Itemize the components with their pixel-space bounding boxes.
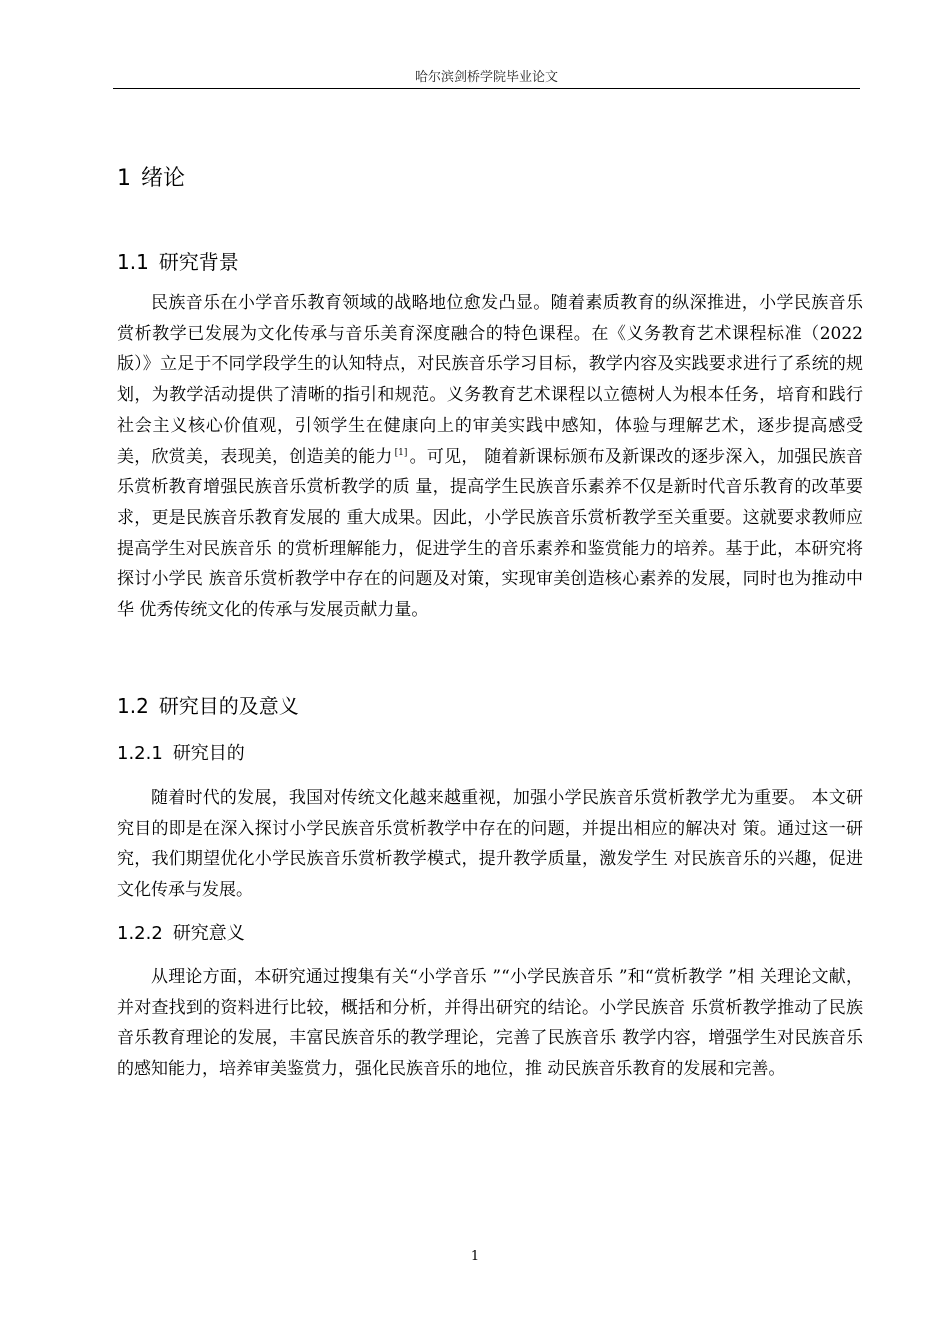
chapter-title: 绪论	[141, 166, 186, 191]
subsection-title: 研究意义	[172, 923, 245, 944]
citation-ref: [1]	[394, 447, 408, 458]
significance-paragraph: 从理论方面，本研究通过搜集有关“小学音乐 ”“小学民族音乐 ”和“赏析教学 ”相 关理论文献，并对查找到的资料进行比较，概括和分析，并得出研究的结论。小学民族音 乐赏析教学推动了民族音乐教育理论的发展，丰富民族音乐的教学理论，完善了民族音乐 教学内容，增强学生对民族音乐的感知能力，培养审美鉴赏力，强化民族音乐的地位，推 动民族音乐教育的发展和完善。	[117, 967, 863, 1080]
background-text-part1: 民族音乐在小学音乐教育领域的战略地位愈发凸显。随着素质教育的纵深推进，小学民族音乐赏析教学已发展为文化传承与音乐美育深度融合的特色课程。在《义务教育艺术课程标准（2022 版）》立足于不同学段学生的认知特点，对民族音乐学习目标，教学内容及实践要求进行了系统的规划，为教学活动提供了清晰的指引和规范。义务教育艺术课程以立德树人为根本任务，培育和践行社会主义核心价值观，引领学生在健康向上的审美实践中感知，体验与理解艺术，逐步提高感受美，欣赏美，表现美，创造美的能力	[117, 293, 863, 467]
subsection-number: 1.2.1	[117, 743, 163, 764]
background-text-part2: 。可见， 随着新课标颁布及新课改的逐步深入，加强民族音乐赏析教育增强民族音乐赏析教学的质 量，提高学生民族音乐素养不仅是新时代音乐教育的改革要求，更是民族音乐教育发展的 重大成果。因此，小学民族音乐赏析教学至关重要。这就要求教师应提高学生对民族音乐 的赏析理解能力，促进学生的音乐素养和鉴赏能力的培养。基于此，本研究将探讨小学民 族音乐赏析教学中存在的问题及对策，实现审美创造核心素养的发展，同时也为推动中华 优秀传统文化的传承与发展贡献力量。	[117, 446, 864, 621]
subsection-number: 1.2.2	[117, 923, 163, 944]
section-heading-1-2	[117, 692, 299, 720]
subsection-title: 研究目的	[172, 743, 245, 764]
subsection-heading-1-2-2	[117, 921, 245, 947]
chapter-heading	[117, 164, 185, 194]
page-number: 1	[470, 1249, 480, 1264]
section-number: 1.1	[117, 250, 149, 274]
background-paragraph	[117, 288, 863, 626]
section-heading-1-1	[117, 248, 239, 276]
header-rule	[113, 88, 860, 89]
purpose-paragraph: 随着时代的发展，我国对传统文化越来越重视，加强小学民族音乐赏析教学尤为重要。 本文研究目的即是在深入探讨小学民族音乐赏析教学中存在的问题，并提出相应的解决对 策。通过这一研究，我们期望优化小学民族音乐赏析教学模式，提升教学质量，激发学生 对民族音乐的兴趣，促进文化传承与发展。	[117, 788, 863, 901]
subsection-heading-1-2-1	[117, 741, 245, 767]
running-header: 哈尔滨剑桥学院毕业论文	[414, 70, 558, 85]
section-title: 研究目的及意义	[158, 694, 299, 718]
chapter-number: 1	[117, 166, 131, 191]
section-number: 1.2	[117, 694, 149, 718]
section-title: 研究背景	[158, 250, 239, 274]
